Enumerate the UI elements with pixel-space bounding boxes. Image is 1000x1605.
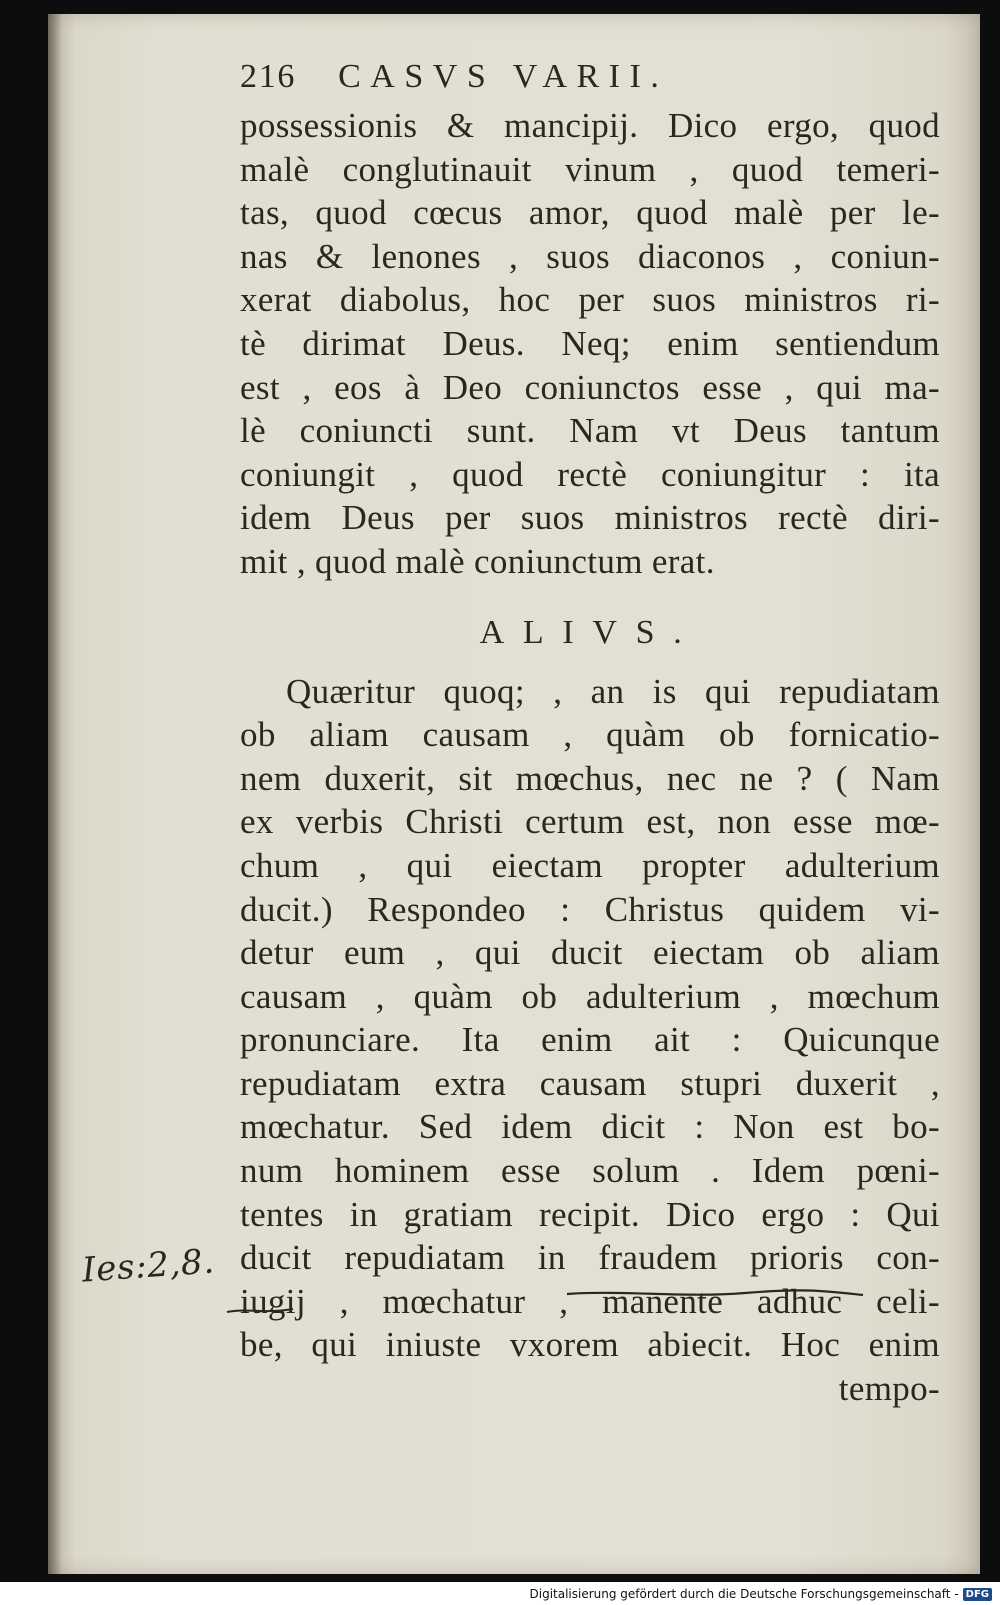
page-text <box>240 50 940 1411</box>
digitization-footer <box>530 1585 993 1603</box>
text-line: xerat diabolus, hoc per suos ministros ri- <box>240 280 940 320</box>
text-line: causam , quàm ob adulterium , mœchum <box>240 976 940 1016</box>
dfg-logo-icon: DFG <box>963 1588 992 1601</box>
text-line: num hominem esse solum . Idem pœni- <box>240 1151 940 1191</box>
text-line: ducit repudiatam in fraudem prioris con- <box>240 1238 940 1278</box>
text-line: be, qui iniuste vxorem abiecit. Hoc enim <box>240 1325 940 1365</box>
text-line: est , eos à Deo coniunctos esse , qui ma- <box>240 367 940 407</box>
running-title: CASVS VARII. <box>338 58 669 95</box>
text-line: tè dirimat Deus. Neq; enim sentiendum <box>240 323 940 363</box>
text-line: nem duxerit, sit mœchus, nec ne ? ( Nam <box>240 758 940 798</box>
paragraph-1 <box>240 104 940 584</box>
section-heading: ALIVS. <box>479 613 701 651</box>
text-line: detur eum , qui ducit eiectam ob aliam <box>240 933 940 973</box>
text-line: possessionis & mancipij. Dico ergo, quod <box>240 106 940 145</box>
text-line: tempo- <box>838 1369 940 1409</box>
footer-text: Digitalisierung gefördert durch die Deutsche Forschungsgemeinschaft - <box>529 1587 959 1601</box>
text-line: nas & lenones , suos diaconos , coniun- <box>240 236 940 276</box>
text-line: mit , quod malè coniunctum erat. <box>240 541 715 581</box>
text-line: idem Deus per suos ministros rectè diri- <box>240 498 940 538</box>
text-line: ob aliam causam , quàm ob fornicatio- <box>240 715 940 755</box>
text-line: repudiatam extra causam stupri duxerit , <box>240 1063 940 1103</box>
handwritten-stroke <box>225 1304 295 1316</box>
text-line: tas, quod cœcus amor, quod malè per le- <box>240 193 940 233</box>
text-line: tentes in gratiam recipit. Dico ergo : Qui <box>240 1194 940 1234</box>
handwritten-underline <box>565 1288 865 1300</box>
text-line: mœchatur. Sed idem dicit : Non est bo- <box>240 1107 940 1147</box>
text-line: iugij , mœchatur , manente adhuc celi- <box>240 1281 940 1321</box>
text-line: ducit.) Respondeo : Christus quidem vi- <box>240 889 940 929</box>
page-gutter-shadow <box>48 14 62 1574</box>
text-line: coniungit , quod rectè coniungitur : ita <box>240 454 940 494</box>
handwritten-margin-note: Ies:2,8. <box>80 1241 217 1291</box>
running-head <box>240 50 940 104</box>
page-number: 216 <box>240 58 297 95</box>
text-line: chum , qui eiectam propter adulterium <box>240 845 940 885</box>
text-line: lè coniuncti sunt. Nam vt Deus tantum <box>240 411 940 451</box>
text-line: pronunciare. Ita enim ait : Quicunque <box>240 1020 940 1060</box>
text-line: malè conglutinauit vinum , quod temeri- <box>240 149 940 189</box>
text-line: ex verbis Christi certum est, non esse mœ- <box>240 802 940 842</box>
text-line: Quæritur quoq; , an is qui repudiatam <box>286 671 940 711</box>
